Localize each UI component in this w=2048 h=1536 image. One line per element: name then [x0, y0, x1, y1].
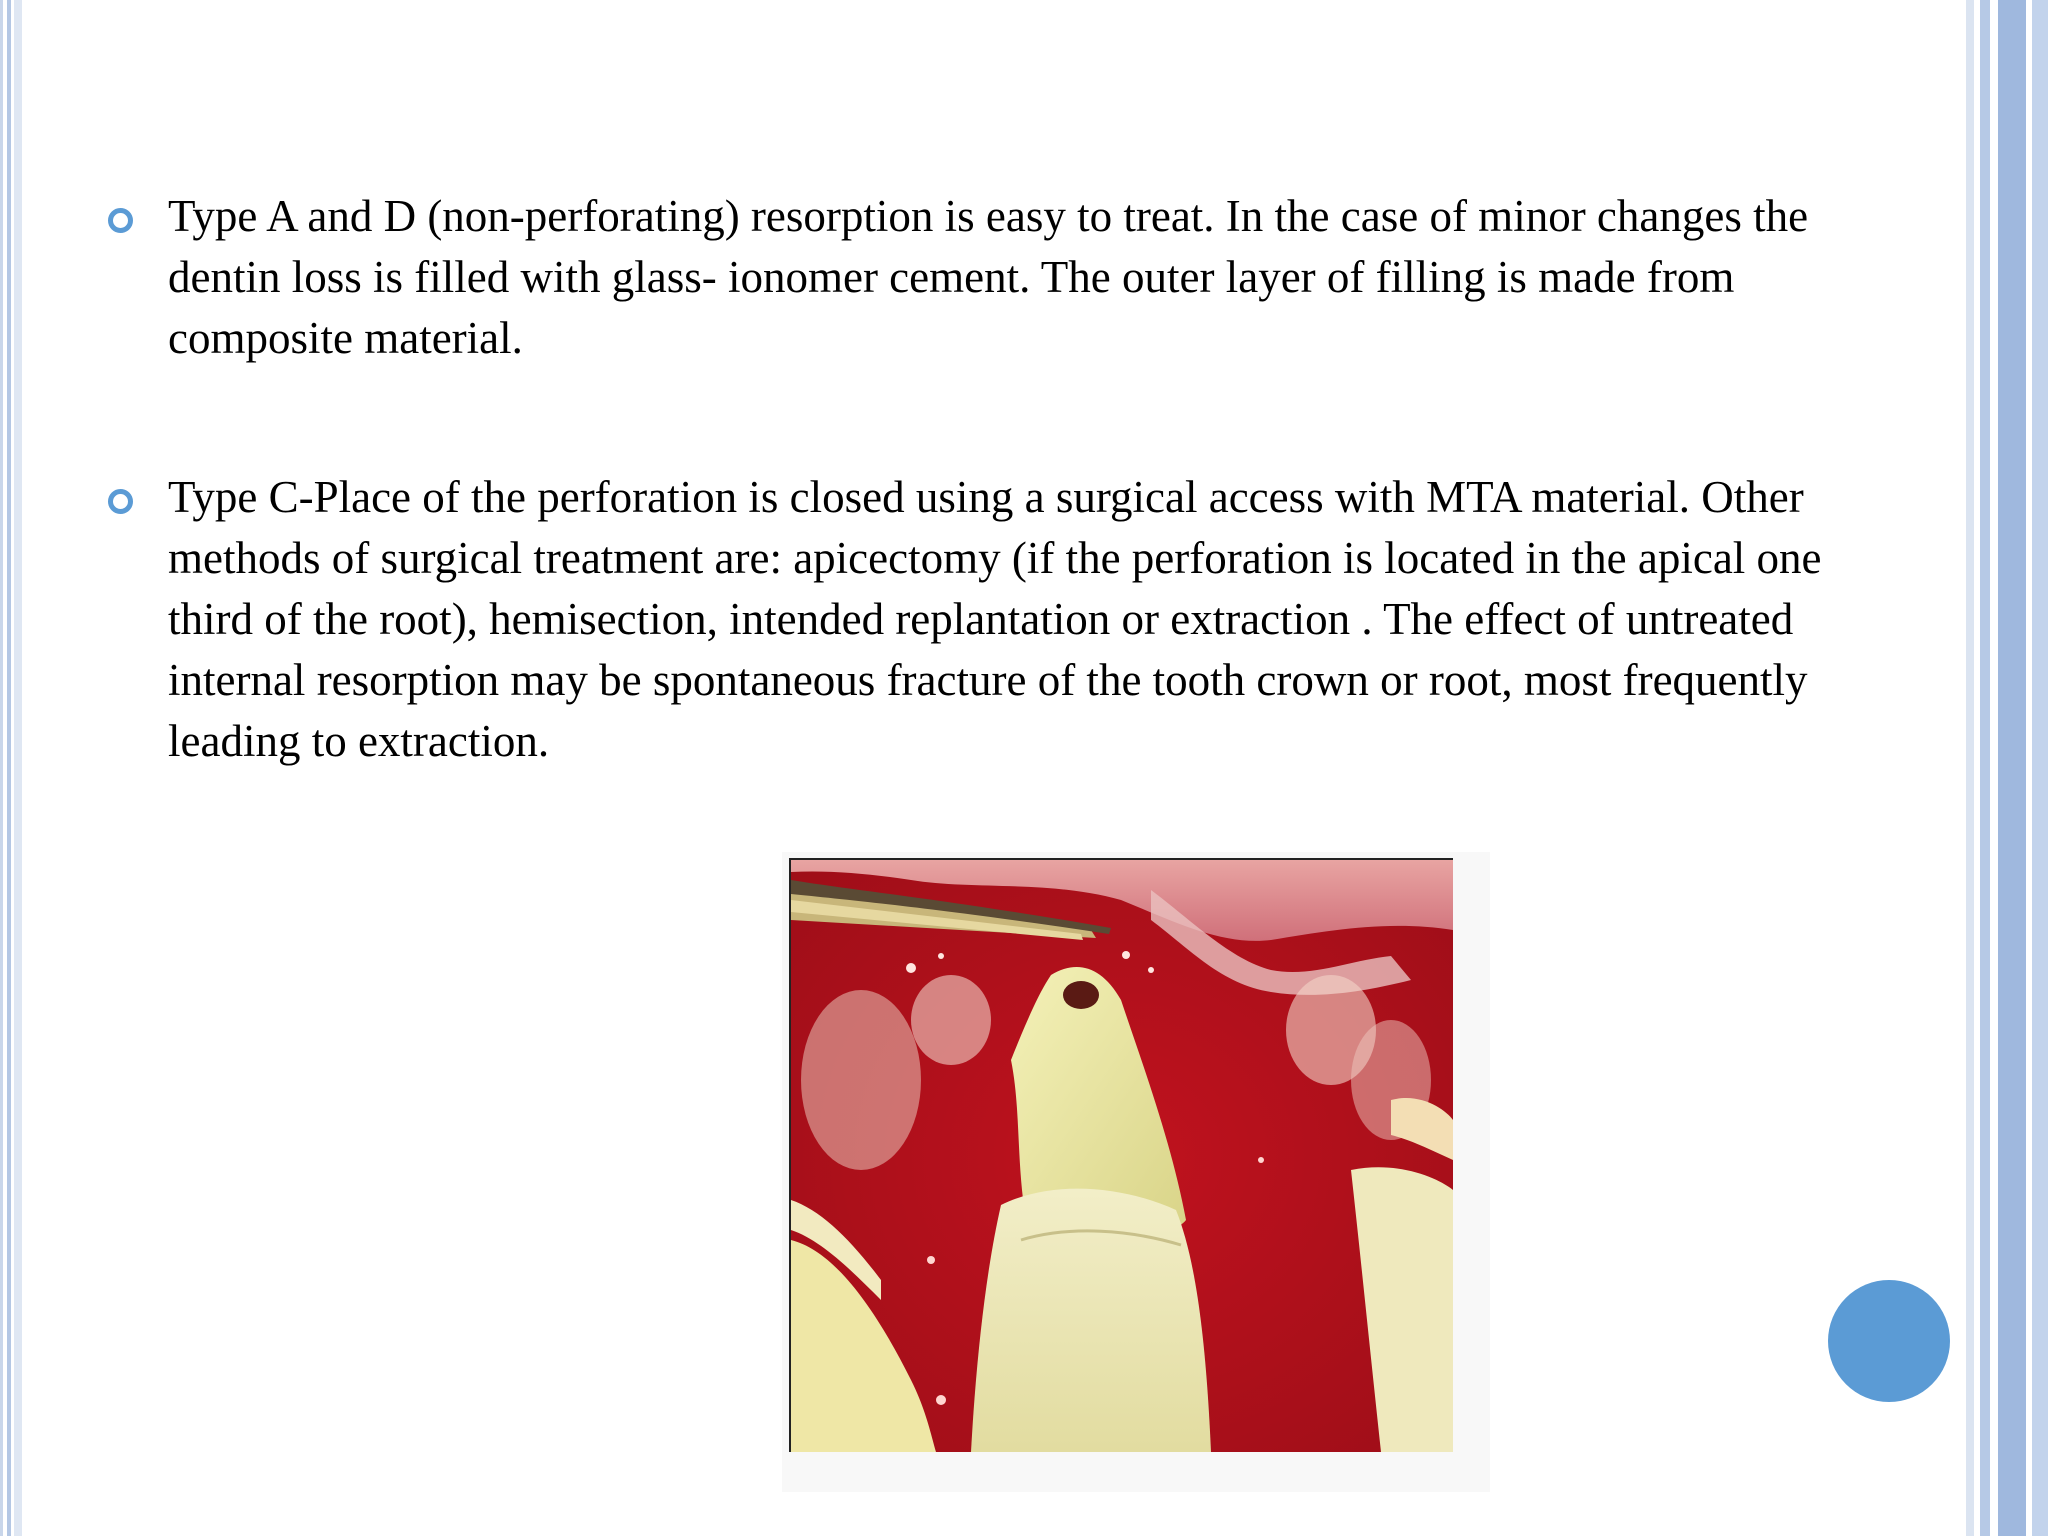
right-border-decoration	[1966, 0, 2048, 1536]
bullet-text-1: Type A and D (non-perforating) resorption is easy to treat. In the case of minor changes the dentin loss is filled with glass- ionomer cement. The outer layer of filling is made from composite material.	[168, 191, 1809, 363]
bullet-icon	[108, 489, 133, 514]
bullet-item-2	[100, 467, 1900, 772]
bullet-item-1	[100, 186, 1900, 369]
bullet-text-2: Type C-Place of the perforation is closed using a surgical access with MTA material. Other methods of surgical treatment are: apicectomy (if the perforation is located in the apical one third of the root), hemisection, intended replantation or extraction . The effect of untreated internal resorption may be spontaneous fracture of the tooth crown or root, most frequently leading to extraction.	[168, 472, 1822, 766]
bullet-icon	[108, 208, 133, 233]
left-border-decoration	[0, 0, 22, 1536]
dental-surgery-photo	[789, 858, 1453, 1452]
decorative-circle	[1828, 1280, 1950, 1402]
bullet-list	[100, 186, 1900, 772]
